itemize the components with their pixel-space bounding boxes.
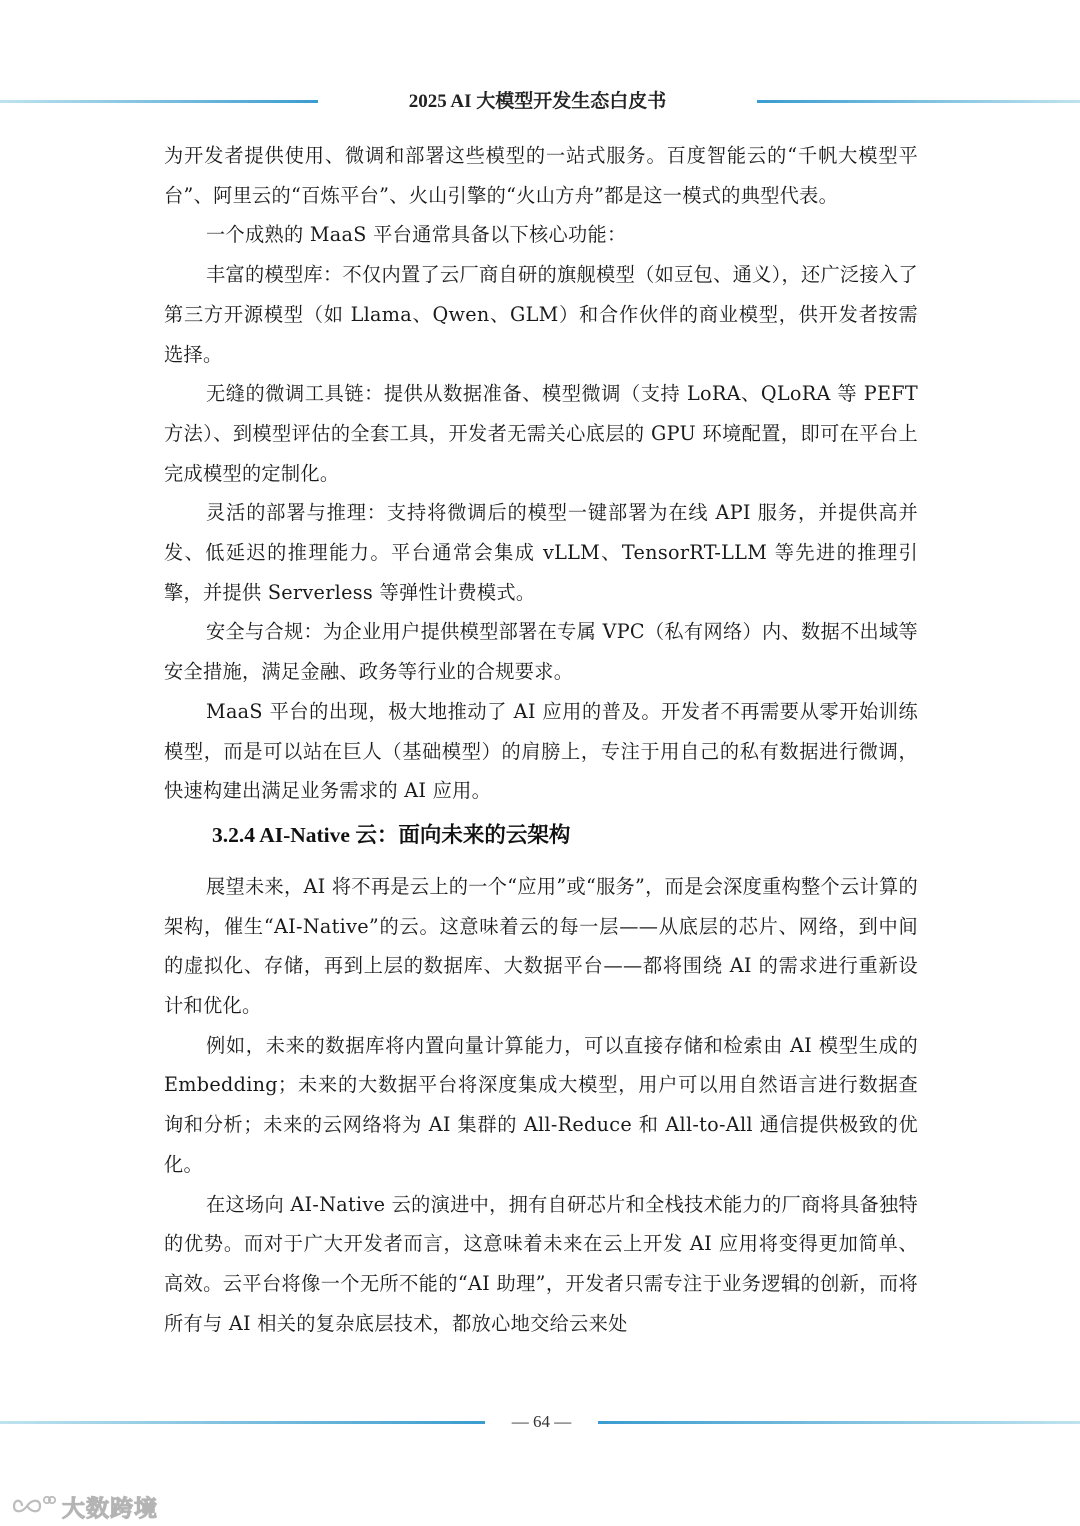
paragraph-deployment-inference: 灵活的部署与推理：支持将微调后的模型一键部署为在线 API 服务，并提供高并发、低延迟的推理能力。平台通常会集成 vLLM、TensorRT-LLM 等先进的推理引擎，并提供 Serverless 等弹性计费模式。	[164, 501, 918, 604]
infinity-logo-icon	[10, 1491, 56, 1521]
footer-rule-right	[598, 1421, 1080, 1424]
section-heading: 3.2.4 AI-Native 云：面向未来的云架构	[212, 822, 571, 847]
paragraph-maas-impact: MaaS 平台的出现，极大地推动了 AI 应用的普及。开发者不再需要从零开始训练模型，而是可以站在巨人（基础模型）的肩膀上，专注于用自己的私有数据进行微调，快速构建出满足业务需求的 AI 应用。	[164, 699, 918, 803]
paragraph-maas-intro: 一个成熟的 MaaS 平台通常具备以下核心功能：	[206, 223, 627, 247]
paragraph-finetune-toolchain: 无缝的微调工具链：提供从数据准备、模型微调（支持 LoRA、QLoRA 等 PEFT 方法）、到模型评估的全套工具，开发者无需关心底层的 GPU 环境配置，即可在平台上完成模型的定制化。	[164, 382, 918, 485]
footer-rule-left	[0, 1421, 485, 1424]
running-header-title: 2025 AI 大模型开发生态白皮书	[408, 91, 667, 112]
watermark-text: 大数跨境	[62, 1495, 158, 1522]
header-rule-right	[757, 100, 1080, 103]
page-number: — 64 —	[511, 1412, 572, 1431]
paragraph-ai-native-examples: 例如，未来的数据库将内置向量计算能力，可以直接存储和检索由 AI 模型生成的 Embedding；未来的大数据平台将深度集成大模型，用户可以用自然语言进行数据查询和分析；未来的云网络将为 AI 集群的 All-Reduce 和 All-to-All 通信提供极致的优化。	[164, 1033, 918, 1176]
paragraph-continuation: 为开发者提供使用、微调和部署这些模型的一站式服务。百度智能云的“千帆大模型平台”、阿里云的“百炼平台”、火山引擎的“火山方舟”都是这一模式的典型代表。	[164, 144, 918, 207]
header-rule-left	[0, 100, 318, 103]
paragraph-model-library: 丰富的模型库：不仅内置了云厂商自研的旗舰模型（如豆包、通义），还广泛接入了第三方开源模型（如 Llama、Qwen、GLM）和合作伙伴的商业模型，供开发者按需选择。	[164, 263, 918, 366]
page-body	[164, 136, 918, 1343]
watermark	[10, 1488, 158, 1524]
paragraph-ai-native-outlook: 展望未来，AI 将不再是云上的一个“应用”或“服务”，而是会深度重构整个云计算的架构，催生“AI-Native”的云。这意味着云的每一层——从底层的芯片、网络，到中间的虚拟化、存储，再到上层的数据库、大数据平台——都将围绕 AI 的需求进行重新设计和优化。	[164, 874, 918, 1018]
paragraph-ai-native-evolution: 在这场向 AI-Native 云的演进中，拥有自研芯片和全栈技术能力的厂商将具备独特的优势。而对于广大开发者而言，这意味着未来在云上开发 AI 应用将变得更加简单、高效。云平台将像一个无所不能的“AI 助理”，开发者只需专注于业务逻辑的创新，而将所有与 AI 相关的复杂底层技术，都放心地交给云来处	[164, 1192, 918, 1335]
paragraph-security-compliance: 安全与合规：为企业用户提供模型部署在专属 VPC（私有网络）内、数据不出域等安全措施，满足金融、政务等行业的合规要求。	[164, 620, 918, 684]
